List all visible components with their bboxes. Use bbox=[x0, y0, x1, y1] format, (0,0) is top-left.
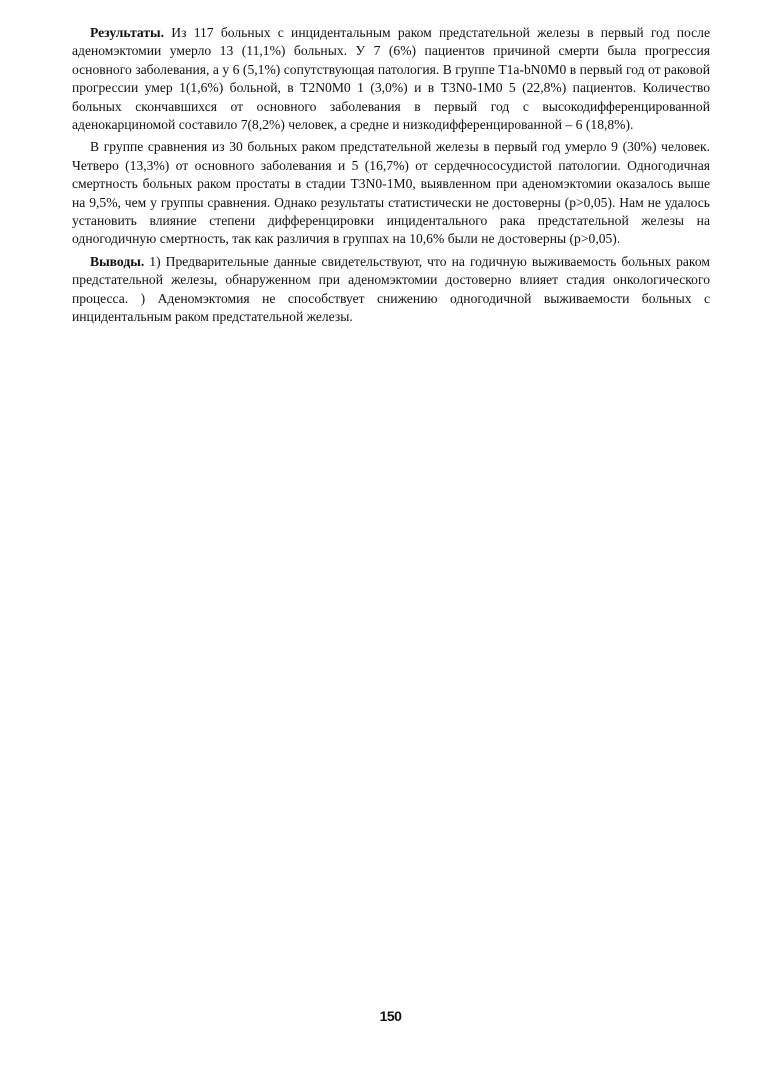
conclusions-text: 1) Предварительные данные свидетельствуют, что на годичную выживаемость больных раком предстательной железы, обнаруженном при аденомэктомии достоверно влияет стадия онкологического процесса. ) Аденомэктомия не способствует снижению одногодичной выживаемости больных с инцидентальным раком предстательной железы. bbox=[72, 253, 710, 325]
document-body bbox=[72, 24, 710, 331]
results-text: Из 117 больных с инцидентальным раком предстательной железы в первый год после аденомэктомии умерло 13 (11,1%) больных. У 7 (6%) пациентов причиной смерти была прогрессия основного заболевания, а у 6 (5,1%) сопутствующая патология. В группе T1a-bN0M0 в первый год от раковой прогрессии умер 1(1,6%) больной, в T2N0M0 1 (3,0%) и в T3N0-1M0 5 (22,8%) пациентов. Количество больных скончавшихся от основного заболевания в первый год с высокодифференцированной аденокарциномой составило 7(8,2%) человек, а средне и низкодифференцированной – 6 (18,8%). bbox=[72, 25, 710, 133]
results-heading: Результаты. bbox=[90, 25, 165, 40]
comparison-text: В группе сравнения из 30 больных раком предстательной железы в первый год умерло 9 (30%) человек. Четверо (13,3%) от основного заболевания и 5 (16,7%) от сердечнососудистой патологии. Одногодичная смертность больных раком простаты в стадии T3N0-1M0, выявленном при аденомэктомии оказалось выше на 9,5%, чем у группы сравнения. Однако результаты статистически не достоверны (p>0,05). Нам не удалось установить влияние степени дифференцировки инцидентального рака предстательной железы на одногодичную смертность, так как различия в группах на 10,6% были не достоверны (p>0,05). bbox=[72, 139, 710, 247]
conclusions-heading: Выводы. bbox=[90, 253, 145, 269]
comparison-paragraph bbox=[72, 138, 710, 248]
page-number: 150 bbox=[379, 1008, 402, 1024]
conclusions-paragraph bbox=[72, 253, 710, 327]
results-paragraph bbox=[72, 24, 710, 134]
